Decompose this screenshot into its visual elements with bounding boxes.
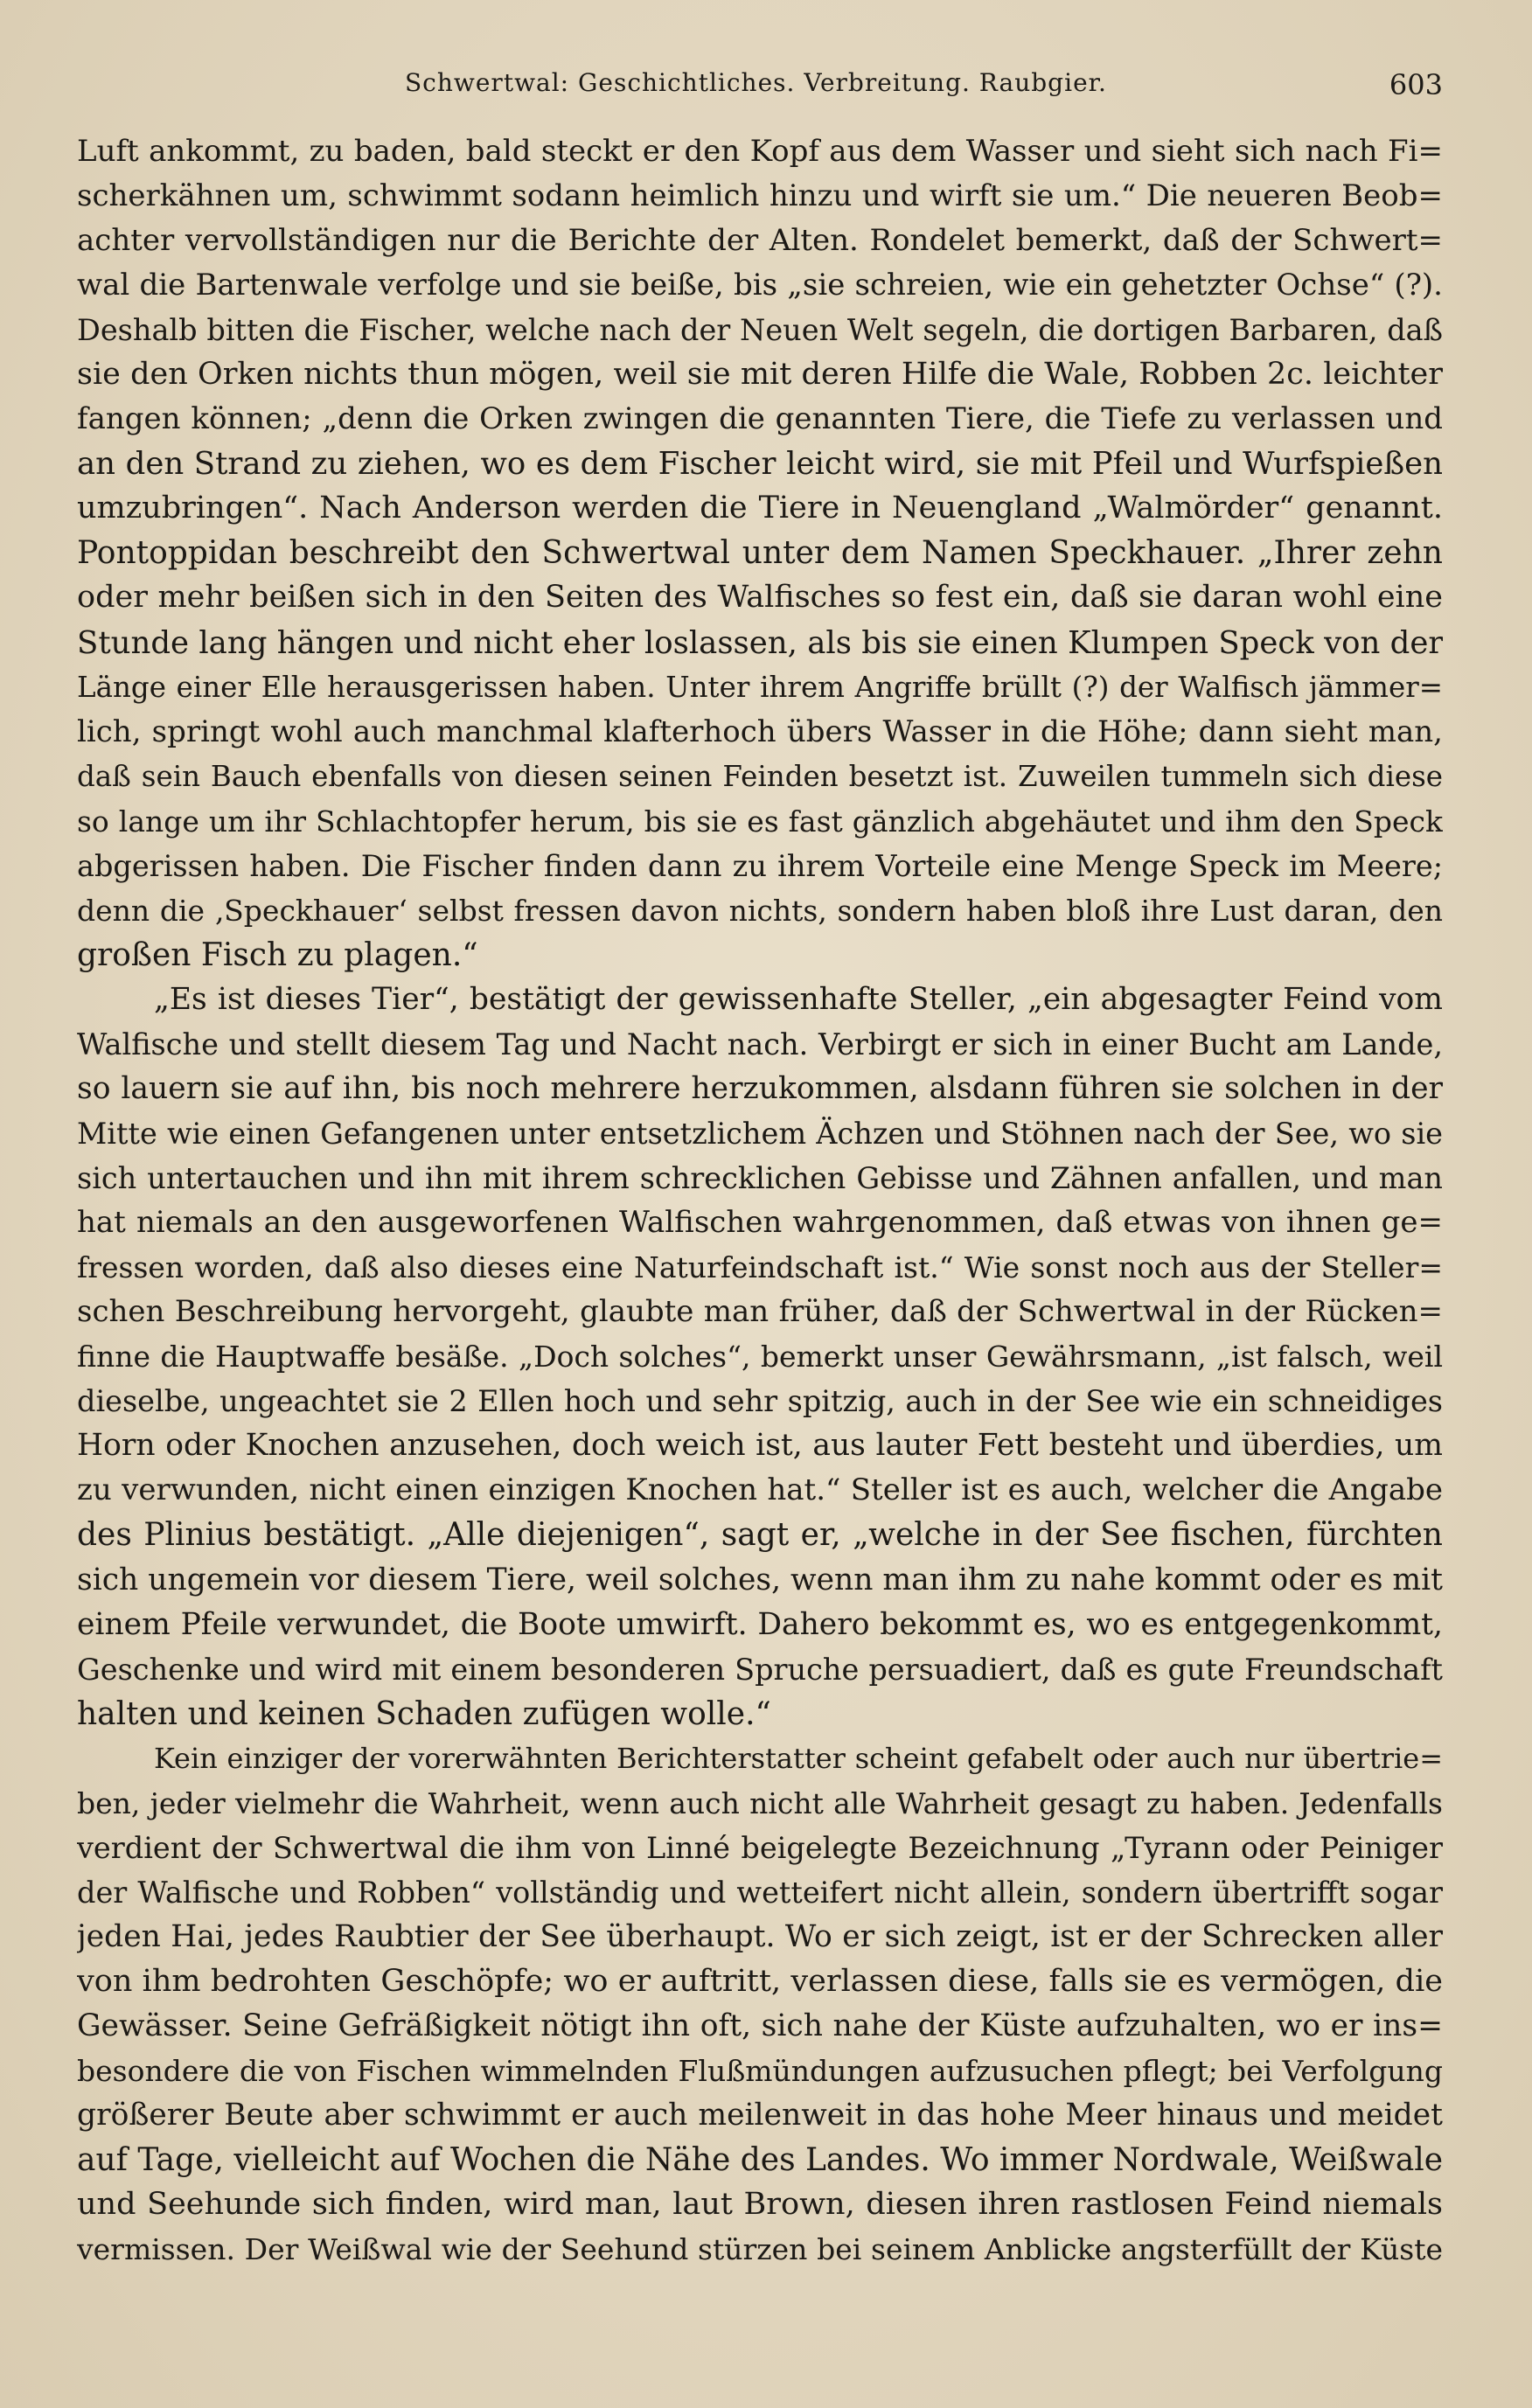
text-line: Luft ankommt, zu baden, bald steckt er den Kopf aus dem Wasser und sieht sich nach Fi= — [77, 134, 1443, 169]
text-line: Gewässer. Seine Gefräßigkeit nötigt ihn oft, sich nahe der Küste aufzuhalten, wo er ins= — [77, 2008, 1443, 2043]
text-line: hat niemals an den ausgeworfenen Walfischen wahrgenommen, daß etwas von ihnen ge= — [77, 1205, 1443, 1241]
text-line: abgerissen haben. Die Fischer finden dann zu ihrem Vorteile eine Menge Speck im Meere; — [77, 848, 1443, 883]
text-line: lich, springt wohl auch manchmal klafterhoch übers Wasser in die Höhe; dann sieht man, — [77, 713, 1443, 749]
page-header — [77, 68, 1443, 117]
text-line: vermissen. Der Weißwal wie der Seehund stürzen bei seinem Anblicke angsterfüllt der Küste — [77, 2232, 1443, 2267]
text-line: dieselbe, ungeachtet sie 2 Ellen hoch und sehr spitzig, auch in der See wie ein schneidiges — [77, 1384, 1443, 1419]
paragraph-start-line: Kein einziger der vorerwähnten Berichterstatter scheint gefabelt oder auch nur übertrie= — [154, 1741, 1443, 1775]
text-line: des Plinius bestätigt. „Alle diejenigen“, sagt er, „welche in der See fischen, fürchten — [77, 1517, 1443, 1554]
text-line: daß sein Bauch ebenfalls von diesen seinen Feinden besetzt ist. Zuweilen tummeln sich diese — [77, 759, 1443, 793]
text-line — [77, 2272, 1443, 2316]
text-line: denn die ‚Speckhauer‘ selbst fressen davon nichts, sondern haben bloß ihre Lust daran, den — [77, 893, 1443, 928]
text-line: Geschenke und wird mit einem besonderen Spruche persuadiert, daß es gute Freundschaft — [77, 1652, 1443, 1687]
text-line: zu verwunden, nicht einen einzigen Knochen hat.“ Steller ist es auch, welcher die Angabe — [77, 1472, 1443, 1508]
text-line: scherkähnen um, schwimmt sodann heimlich hinzu und wirft sie um.“ Die neueren Beob= — [77, 178, 1443, 214]
text-line: Walfische und stellt diesem Tag und Nacht nach. Verbirgt er sich in einer Bucht am Lande, — [77, 1027, 1443, 1061]
body-text — [77, 129, 1443, 2316]
text-line: fressen worden, daß also dieses eine Naturfeindschaft ist.“ Wie sonst noch aus der Steller= — [77, 1250, 1443, 1285]
text-line: umzubringen“. Nach Anderson werden die Tiere in Neuengland „Walmörder“ genannt. — [77, 491, 1443, 526]
text-line: Horn oder Knochen anzusehen, doch weich ist, aus lauter Fett besteht und überdies, um — [77, 1428, 1443, 1464]
text-line: finne die Hauptwaffe besäße. „Doch solches“, bemerkt unser Gewährsmann, „ist falsch, weil — [77, 1340, 1443, 1375]
text-line: auf Tage, vielleicht auf Wochen die Nähe des Landes. Wo immer Nordwale, Weißwale — [77, 2142, 1443, 2179]
paragraph-end-line: großen Fisch zu plagen.“ — [77, 936, 478, 973]
text-line: sie den Orken nichts thun mögen, weil sie mit deren Hilfe die Wale, Robben 2c. leichter — [77, 357, 1443, 393]
text-line: von ihm bedrohten Geschöpfe; wo er auftritt, verlassen diese, falls sie es vermögen, die — [77, 1963, 1443, 1999]
text-line: oder mehr beißen sich in den Seiten des Walfisches so fest ein, daß sie daran wohl eine — [77, 580, 1443, 616]
text-line: so lauern sie auf ihn, bis noch mehrere herzukommen, alsdann führen sie solchen in der — [77, 1070, 1443, 1106]
text-line: jeden Hai, jedes Raubtier der See überhaupt. Wo er sich zeigt, ist er der Schrecken aller — [77, 1918, 1443, 1954]
text-line: Deshalb bitten die Fischer, welche nach der Neuen Welt segeln, die dortigen Barbaren, daß — [77, 313, 1443, 348]
text-line: wal die Bartenwale verfolge und sie beiße, bis „sie schreien, wie ein gehetzter Ochse“ (?). — [77, 268, 1443, 303]
text-line: an den Strand zu ziehen, wo es dem Fischer leicht wird, sie mit Pfeil und Wurfspießen — [77, 446, 1443, 483]
text-line: Länge einer Elle herausgerissen haben. Unter ihrem Angriffe brüllt (?) der Walfisch jämmer= — [77, 670, 1443, 704]
text-line: größerer Beute aber schwimmt er auch meilenweit in das hohe Meer hinaus und meidet — [77, 2098, 1443, 2133]
text-line: achter vervollständigen nur die Berichte der Alten. Rondelet bemerkt, daß der Schwert= — [77, 223, 1443, 259]
running-head: Schwertwal: Geschichtliches. Verbreitung. Raubgier. — [405, 68, 1107, 97]
text-line: der Walfische und Robben“ vollständig und wetteifert nicht allein, sondern übertrifft sogar — [77, 1875, 1443, 1910]
text-line: und Seehunde sich finden, wird man, laut Brown, diesen ihren rastlosen Feind niemals — [77, 2187, 1443, 2223]
text-line: verdient der Schwertwal die ihm von Linné beigelegte Bezeichnung „Tyrann oder Peiniger — [77, 1830, 1443, 1865]
text-line: Pontoppidan beschreibt den Schwertwal unter dem Namen Speckhauer. „Ihrer zehn — [77, 535, 1443, 572]
paragraph-start-line: „Es ist dieses Tier“, bestätigt der gewissenhafte Steller, „ein abgesagter Feind vom — [154, 981, 1443, 1017]
text-line: schen Beschreibung hervorgeht, glaubte man früher, daß der Schwertwal in der Rücken= — [77, 1294, 1443, 1330]
text-line: so lange um ihr Schlachtopfer herum, bis sie es fast gänzlich abgehäutet und ihm den Speck — [77, 804, 1443, 839]
text-line: fangen können; „denn die Orken zwingen die genannten Tiere, die Tiefe zu verlassen und — [77, 401, 1443, 437]
text-line: ben, jeder vielmehr die Wahrheit, wenn auch nicht alle Wahrheit gesagt zu haben. Jedenfalls — [77, 1785, 1443, 1820]
text-line: Mitte wie einen Gefangenen unter entsetzlichem Ächzen und Stöhnen nach der See, wo sie — [77, 1117, 1443, 1152]
page-number: 603 — [1389, 68, 1443, 101]
text-line: sich ungemein vor diesem Tiere, weil solches, wenn man ihm zu nahe kommt oder es mit — [77, 1562, 1443, 1597]
text-line: besondere die von Fischen wimmelnden Flußmündungen aufzusuchen pflegt; bei Verfolgung — [77, 2054, 1443, 2089]
paragraph-end-line: halten und keinen Schaden zufügen wolle.“ — [77, 1695, 771, 1732]
text-line: einem Pfeile verwundet, die Boote umwirft. Dahero bekommt es, wo es entgegenkommt, — [77, 1606, 1443, 1642]
text-line: sich untertauchen und ihn mit ihrem schrecklichen Gebisse und Zähnen anfallen, und man — [77, 1161, 1443, 1196]
text-line: Stunde lang hängen und nicht eher loslassen, als bis sie einen Klumpen Speck von der — [77, 624, 1443, 661]
